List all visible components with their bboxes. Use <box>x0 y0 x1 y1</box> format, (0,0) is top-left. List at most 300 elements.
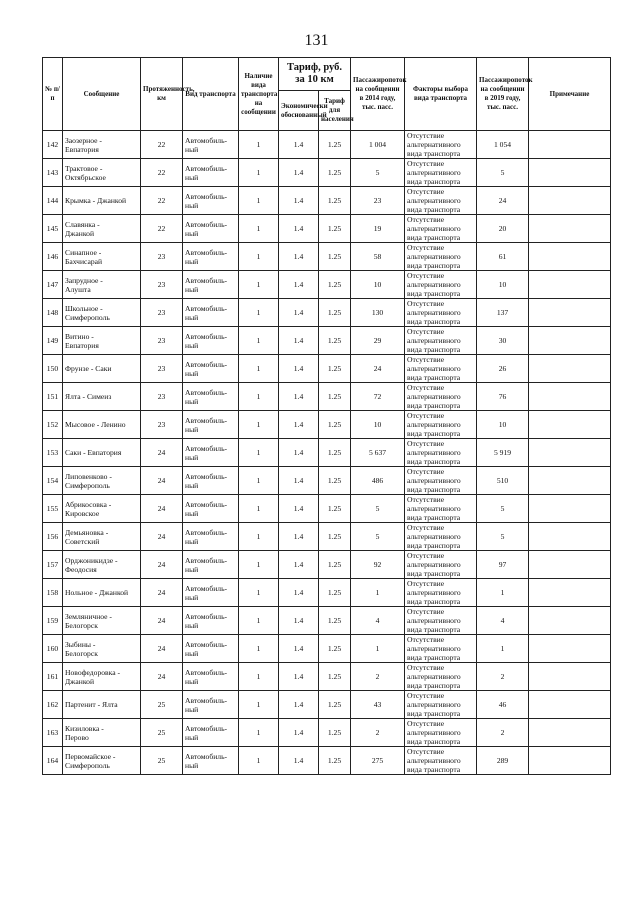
cell-tariff-econ: 1.4 <box>279 327 319 355</box>
cell-tariff-econ: 1.4 <box>279 663 319 691</box>
cell-tariff-econ: 1.4 <box>279 607 319 635</box>
header-flow-2014: Пассажиропоток на сообщении в 2014 году, тыс. пасс. <box>351 58 405 131</box>
cell-tariff-pop: 1.25 <box>319 411 351 439</box>
header-route: Сообщение <box>63 58 141 131</box>
cell-note <box>529 551 611 579</box>
cell-num: 154 <box>43 467 63 495</box>
cell-tariff-pop: 1.25 <box>319 187 351 215</box>
cell-route <box>63 635 141 663</box>
cell-presence: 1 <box>239 131 279 159</box>
table-row <box>43 579 611 607</box>
cell-tariff-pop: 1.25 <box>319 691 351 719</box>
cell-flow-2014: 24 <box>351 355 405 383</box>
cell-tariff-pop: 1.25 <box>319 523 351 551</box>
cell-flow-2014: 92 <box>351 551 405 579</box>
cell-presence: 1 <box>239 663 279 691</box>
cell-flow-2019: 1 <box>477 635 529 663</box>
cell-route <box>63 411 141 439</box>
cell-num: 144 <box>43 187 63 215</box>
cell-length: 24 <box>141 439 183 467</box>
cell-num: 153 <box>43 439 63 467</box>
route-line-1: Славянка - <box>65 219 100 229</box>
route-line-1: Партенит - Ялта <box>65 700 118 709</box>
cell-length: 23 <box>141 327 183 355</box>
cell-presence: 1 <box>239 719 279 747</box>
cell-tariff-econ: 1.4 <box>279 467 319 495</box>
cell-flow-2014: 10 <box>351 271 405 299</box>
cell-route <box>63 355 141 383</box>
cell-note <box>529 523 611 551</box>
cell-route <box>63 551 141 579</box>
cell-flow-2014: 275 <box>351 747 405 775</box>
table-row <box>43 523 611 551</box>
table-row <box>43 719 611 747</box>
cell-tariff-pop: 1.25 <box>319 299 351 327</box>
cell-flow-2019: 5 <box>477 159 529 187</box>
cell-transport: Автомобиль-ный <box>183 439 239 467</box>
cell-transport: Автомобиль-ный <box>183 215 239 243</box>
cell-route <box>63 215 141 243</box>
cell-transport: Автомобиль-ный <box>183 663 239 691</box>
cell-tariff-econ: 1.4 <box>279 299 319 327</box>
cell-tariff-econ: 1.4 <box>279 215 319 243</box>
cell-num: 142 <box>43 131 63 159</box>
table-row <box>43 747 611 775</box>
table-row <box>43 383 611 411</box>
cell-factors: Отсутствие альтернативного вида транспорта <box>405 159 477 187</box>
route-line-2: Джанкой <box>65 228 95 238</box>
table-body <box>43 131 611 775</box>
cell-transport: Автомобиль-ный <box>183 635 239 663</box>
cell-transport: Автомобиль-ный <box>183 747 239 775</box>
table-row <box>43 495 611 523</box>
cell-note <box>529 635 611 663</box>
route-line-2: Бахчисарай <box>65 256 103 266</box>
table-row <box>43 439 611 467</box>
cell-presence: 1 <box>239 495 279 523</box>
route-line-2: Евпатория <box>65 144 99 154</box>
cell-route <box>63 747 141 775</box>
cell-length: 25 <box>141 719 183 747</box>
cell-factors: Отсутствие альтернативного вида транспорта <box>405 523 477 551</box>
route-line-2: Симферополь <box>65 760 110 770</box>
cell-tariff-econ: 1.4 <box>279 495 319 523</box>
route-line-2: Феодосия <box>65 564 97 574</box>
cell-flow-2014: 1 <box>351 579 405 607</box>
cell-length: 24 <box>141 495 183 523</box>
cell-flow-2014: 1 004 <box>351 131 405 159</box>
cell-note <box>529 579 611 607</box>
route-line-1: Демьяновка - <box>65 527 109 537</box>
cell-flow-2014: 29 <box>351 327 405 355</box>
cell-route <box>63 383 141 411</box>
cell-transport: Автомобиль-ный <box>183 551 239 579</box>
route-line-1: Школьное - <box>65 303 103 313</box>
cell-note <box>529 271 611 299</box>
cell-flow-2019: 24 <box>477 187 529 215</box>
cell-presence: 1 <box>239 467 279 495</box>
cell-tariff-pop: 1.25 <box>319 327 351 355</box>
cell-route <box>63 607 141 635</box>
cell-num: 159 <box>43 607 63 635</box>
cell-presence: 1 <box>239 411 279 439</box>
cell-presence: 1 <box>239 383 279 411</box>
route-line-1: Крымка - Джанкой <box>65 196 127 205</box>
cell-length: 25 <box>141 691 183 719</box>
cell-num: 151 <box>43 383 63 411</box>
cell-flow-2019: 1 054 <box>477 131 529 159</box>
cell-transport: Автомобиль-ный <box>183 523 239 551</box>
cell-flow-2014: 2 <box>351 663 405 691</box>
route-line-1: Заозерное - <box>65 135 102 145</box>
cell-note <box>529 243 611 271</box>
cell-factors: Отсутствие альтернативного вида транспорта <box>405 635 477 663</box>
cell-note <box>529 411 611 439</box>
cell-flow-2019: 30 <box>477 327 529 355</box>
cell-flow-2014: 486 <box>351 467 405 495</box>
cell-num: 150 <box>43 355 63 383</box>
cell-presence: 1 <box>239 187 279 215</box>
cell-length: 23 <box>141 355 183 383</box>
table-row <box>43 271 611 299</box>
cell-note <box>529 327 611 355</box>
cell-tariff-econ: 1.4 <box>279 271 319 299</box>
cell-factors: Отсутствие альтернативного вида транспорта <box>405 187 477 215</box>
route-line-1: Ялта - Симеиз <box>65 392 112 401</box>
cell-tariff-pop: 1.25 <box>319 635 351 663</box>
route-line-1: Витино - <box>65 331 94 341</box>
cell-presence: 1 <box>239 551 279 579</box>
cell-transport: Автомобиль-ный <box>183 607 239 635</box>
cell-route <box>63 131 141 159</box>
route-line-1: Трактовое - <box>65 163 103 173</box>
table-row <box>43 691 611 719</box>
cell-presence: 1 <box>239 215 279 243</box>
cell-transport: Автомобиль-ный <box>183 719 239 747</box>
cell-flow-2014: 2 <box>351 719 405 747</box>
cell-presence: 1 <box>239 271 279 299</box>
route-line-1: Саки - Евпатория <box>65 448 122 457</box>
cell-transport: Автомобиль-ный <box>183 383 239 411</box>
cell-tariff-pop: 1.25 <box>319 131 351 159</box>
cell-presence: 1 <box>239 635 279 663</box>
cell-tariff-pop: 1.25 <box>319 243 351 271</box>
cell-note <box>529 663 611 691</box>
cell-tariff-pop: 1.25 <box>319 495 351 523</box>
cell-transport: Автомобиль-ный <box>183 299 239 327</box>
cell-num: 146 <box>43 243 63 271</box>
cell-flow-2014: 10 <box>351 411 405 439</box>
cell-length: 22 <box>141 215 183 243</box>
cell-factors: Отсутствие альтернативного вида транспорта <box>405 131 477 159</box>
cell-flow-2014: 5 <box>351 159 405 187</box>
cell-tariff-pop: 1.25 <box>319 355 351 383</box>
cell-flow-2014: 5 <box>351 495 405 523</box>
cell-factors: Отсутствие альтернативного вида транспорта <box>405 355 477 383</box>
cell-transport: Автомобиль-ный <box>183 579 239 607</box>
cell-factors: Отсутствие альтернативного вида транспорта <box>405 495 477 523</box>
cell-transport: Автомобиль-ный <box>183 159 239 187</box>
route-line-2: Перово <box>65 732 89 742</box>
route-line-1: Абрикосовка - <box>65 499 112 509</box>
route-line-1: Земляничное - <box>65 611 112 621</box>
table-row <box>43 551 611 579</box>
cell-transport: Автомобиль-ный <box>183 411 239 439</box>
route-line-1: Фрунзе - Саки <box>65 364 112 373</box>
cell-flow-2019: 510 <box>477 467 529 495</box>
cell-presence: 1 <box>239 327 279 355</box>
cell-num: 162 <box>43 691 63 719</box>
cell-factors: Отсутствие альтернативного вида транспорта <box>405 411 477 439</box>
route-line-1: Первомайское - <box>65 751 116 761</box>
cell-tariff-pop: 1.25 <box>319 271 351 299</box>
route-line-1: Запрудное - <box>65 275 103 285</box>
cell-tariff-pop: 1.25 <box>319 551 351 579</box>
cell-tariff-pop: 1.25 <box>319 663 351 691</box>
table-row <box>43 355 611 383</box>
cell-flow-2019: 10 <box>477 411 529 439</box>
route-line-2: Джанкой <box>65 676 95 686</box>
header-presence: Наличие вида транспорта на сообщении <box>239 58 279 131</box>
table-row <box>43 131 611 159</box>
cell-num: 156 <box>43 523 63 551</box>
route-line-1: Кизиловка - <box>65 723 104 733</box>
route-line-1: Синапное - <box>65 247 102 257</box>
cell-tariff-pop: 1.25 <box>319 439 351 467</box>
cell-flow-2014: 5 <box>351 523 405 551</box>
cell-flow-2014: 5 637 <box>351 439 405 467</box>
cell-flow-2019: 46 <box>477 691 529 719</box>
cell-factors: Отсутствие альтернативного вида транспорта <box>405 551 477 579</box>
cell-flow-2019: 5 <box>477 495 529 523</box>
header-length: Протяженность, км <box>141 58 183 131</box>
header-tariff-econ: Экономически обоснованный <box>279 91 319 131</box>
cell-factors: Отсутствие альтернативного вида транспорта <box>405 327 477 355</box>
cell-num: 164 <box>43 747 63 775</box>
cell-num: 149 <box>43 327 63 355</box>
cell-length: 23 <box>141 243 183 271</box>
table-row <box>43 411 611 439</box>
cell-length: 23 <box>141 411 183 439</box>
page-number: 131 <box>304 32 329 49</box>
cell-flow-2014: 72 <box>351 383 405 411</box>
cell-tariff-econ: 1.4 <box>279 383 319 411</box>
cell-tariff-econ: 1.4 <box>279 523 319 551</box>
table-row <box>43 327 611 355</box>
header-tariff-pop: Тариф для населения <box>319 91 351 131</box>
cell-num: 143 <box>43 159 63 187</box>
cell-flow-2019: 10 <box>477 271 529 299</box>
cell-flow-2019: 5 919 <box>477 439 529 467</box>
cell-flow-2014: 1 <box>351 635 405 663</box>
cell-tariff-econ: 1.4 <box>279 439 319 467</box>
cell-transport: Автомобиль-ный <box>183 271 239 299</box>
cell-presence: 1 <box>239 523 279 551</box>
cell-length: 22 <box>141 131 183 159</box>
cell-route <box>63 187 141 215</box>
cell-transport: Автомобиль-ный <box>183 495 239 523</box>
cell-flow-2019: 26 <box>477 355 529 383</box>
header-transport: Вид транспорта <box>183 58 239 131</box>
cell-note <box>529 187 611 215</box>
cell-tariff-pop: 1.25 <box>319 719 351 747</box>
cell-tariff-econ: 1.4 <box>279 131 319 159</box>
cell-route <box>63 243 141 271</box>
cell-presence: 1 <box>239 439 279 467</box>
cell-num: 161 <box>43 663 63 691</box>
cell-route <box>63 467 141 495</box>
cell-note <box>529 691 611 719</box>
cell-num: 158 <box>43 579 63 607</box>
route-line-1: Орджоникидзе - <box>65 555 118 565</box>
route-line-1: Мысовое - Ленино <box>65 420 126 429</box>
cell-route <box>63 439 141 467</box>
cell-presence: 1 <box>239 299 279 327</box>
cell-flow-2014: 23 <box>351 187 405 215</box>
cell-factors: Отсутствие альтернативного вида транспорта <box>405 383 477 411</box>
cell-route <box>63 159 141 187</box>
route-line-1: Новофедоровка - <box>65 667 121 677</box>
table-row <box>43 215 611 243</box>
cell-note <box>529 439 611 467</box>
cell-flow-2019: 137 <box>477 299 529 327</box>
route-line-2: Симферополь <box>65 480 110 490</box>
cell-route <box>63 271 141 299</box>
route-line-1: Нольное - Джанкой <box>65 588 129 597</box>
cell-tariff-econ: 1.4 <box>279 243 319 271</box>
cell-length: 25 <box>141 747 183 775</box>
cell-presence: 1 <box>239 243 279 271</box>
cell-num: 148 <box>43 299 63 327</box>
cell-tariff-econ: 1.4 <box>279 691 319 719</box>
table-row <box>43 243 611 271</box>
table-row <box>43 467 611 495</box>
cell-flow-2014: 130 <box>351 299 405 327</box>
cell-note <box>529 383 611 411</box>
cell-route <box>63 691 141 719</box>
header-flow-2019: Пассажиропоток на сообщении в 2019 году, тыс. пасс. <box>477 58 529 131</box>
cell-tariff-econ: 1.4 <box>279 355 319 383</box>
cell-note <box>529 607 611 635</box>
cell-length: 23 <box>141 299 183 327</box>
cell-tariff-pop: 1.25 <box>319 159 351 187</box>
cell-length: 24 <box>141 607 183 635</box>
cell-factors: Отсутствие альтернативного вида транспорта <box>405 719 477 747</box>
cell-note <box>529 719 611 747</box>
header-factors: Факторы выбора вида транспорта <box>405 58 477 131</box>
cell-num: 163 <box>43 719 63 747</box>
route-line-2: Алушта <box>65 284 91 294</box>
cell-transport: Автомобиль-ный <box>183 187 239 215</box>
cell-note <box>529 299 611 327</box>
cell-factors: Отсутствие альтернативного вида транспорта <box>405 663 477 691</box>
cell-length: 24 <box>141 467 183 495</box>
cell-tariff-pop: 1.25 <box>319 467 351 495</box>
cell-length: 24 <box>141 579 183 607</box>
cell-num: 160 <box>43 635 63 663</box>
cell-factors: Отсутствие альтернативного вида транспорта <box>405 607 477 635</box>
cell-length: 24 <box>141 663 183 691</box>
route-line-1: Липовенково - <box>65 471 112 481</box>
cell-note <box>529 467 611 495</box>
cell-tariff-econ: 1.4 <box>279 411 319 439</box>
cell-num: 145 <box>43 215 63 243</box>
cell-presence: 1 <box>239 159 279 187</box>
cell-route <box>63 719 141 747</box>
cell-length: 24 <box>141 635 183 663</box>
cell-tariff-pop: 1.25 <box>319 215 351 243</box>
cell-transport: Автомобиль-ный <box>183 243 239 271</box>
cell-num: 157 <box>43 551 63 579</box>
cell-presence: 1 <box>239 691 279 719</box>
cell-note <box>529 747 611 775</box>
cell-transport: Автомобиль-ный <box>183 327 239 355</box>
route-line-2: Белогорск <box>65 620 98 630</box>
cell-num: 152 <box>43 411 63 439</box>
cell-tariff-econ: 1.4 <box>279 579 319 607</box>
cell-factors: Отсутствие альтернативного вида транспорта <box>405 691 477 719</box>
cell-tariff-pop: 1.25 <box>319 383 351 411</box>
cell-route <box>63 663 141 691</box>
cell-flow-2019: 97 <box>477 551 529 579</box>
cell-length: 23 <box>141 271 183 299</box>
cell-tariff-econ: 1.4 <box>279 551 319 579</box>
cell-factors: Отсутствие альтернативного вида транспорта <box>405 747 477 775</box>
cell-length: 24 <box>141 551 183 579</box>
cell-factors: Отсутствие альтернативного вида транспорта <box>405 215 477 243</box>
table-row <box>43 159 611 187</box>
cell-flow-2019: 1 <box>477 579 529 607</box>
cell-flow-2019: 289 <box>477 747 529 775</box>
cell-flow-2019: 20 <box>477 215 529 243</box>
table-row <box>43 187 611 215</box>
cell-tariff-econ: 1.4 <box>279 159 319 187</box>
route-line-2: Кировское <box>65 508 100 518</box>
table-row <box>43 663 611 691</box>
cell-flow-2014: 4 <box>351 607 405 635</box>
cell-transport: Автомобиль-ный <box>183 691 239 719</box>
cell-route <box>63 299 141 327</box>
cell-factors: Отсутствие альтернативного вида транспорта <box>405 299 477 327</box>
cell-flow-2019: 5 <box>477 523 529 551</box>
cell-factors: Отсутствие альтернативного вида транспорта <box>405 271 477 299</box>
table-row <box>43 635 611 663</box>
cell-tariff-econ: 1.4 <box>279 747 319 775</box>
table-row <box>43 299 611 327</box>
cell-note <box>529 215 611 243</box>
cell-route <box>63 523 141 551</box>
cell-length: 23 <box>141 383 183 411</box>
cell-factors: Отсутствие альтернативного вида транспорта <box>405 467 477 495</box>
cell-flow-2019: 4 <box>477 607 529 635</box>
cell-num: 147 <box>43 271 63 299</box>
cell-factors: Отсутствие альтернативного вида транспорта <box>405 439 477 467</box>
route-line-2: Октябрьское <box>65 172 106 182</box>
cell-presence: 1 <box>239 579 279 607</box>
cell-flow-2019: 2 <box>477 663 529 691</box>
cell-tariff-pop: 1.25 <box>319 579 351 607</box>
cell-num: 155 <box>43 495 63 523</box>
cell-factors: Отсутствие альтернативного вида транспорта <box>405 579 477 607</box>
cell-presence: 1 <box>239 607 279 635</box>
route-line-2: Белогорск <box>65 648 98 658</box>
cell-transport: Автомобиль-ный <box>183 355 239 383</box>
cell-presence: 1 <box>239 747 279 775</box>
cell-length: 22 <box>141 159 183 187</box>
cell-presence: 1 <box>239 355 279 383</box>
cell-tariff-econ: 1.4 <box>279 635 319 663</box>
cell-tariff-econ: 1.4 <box>279 719 319 747</box>
